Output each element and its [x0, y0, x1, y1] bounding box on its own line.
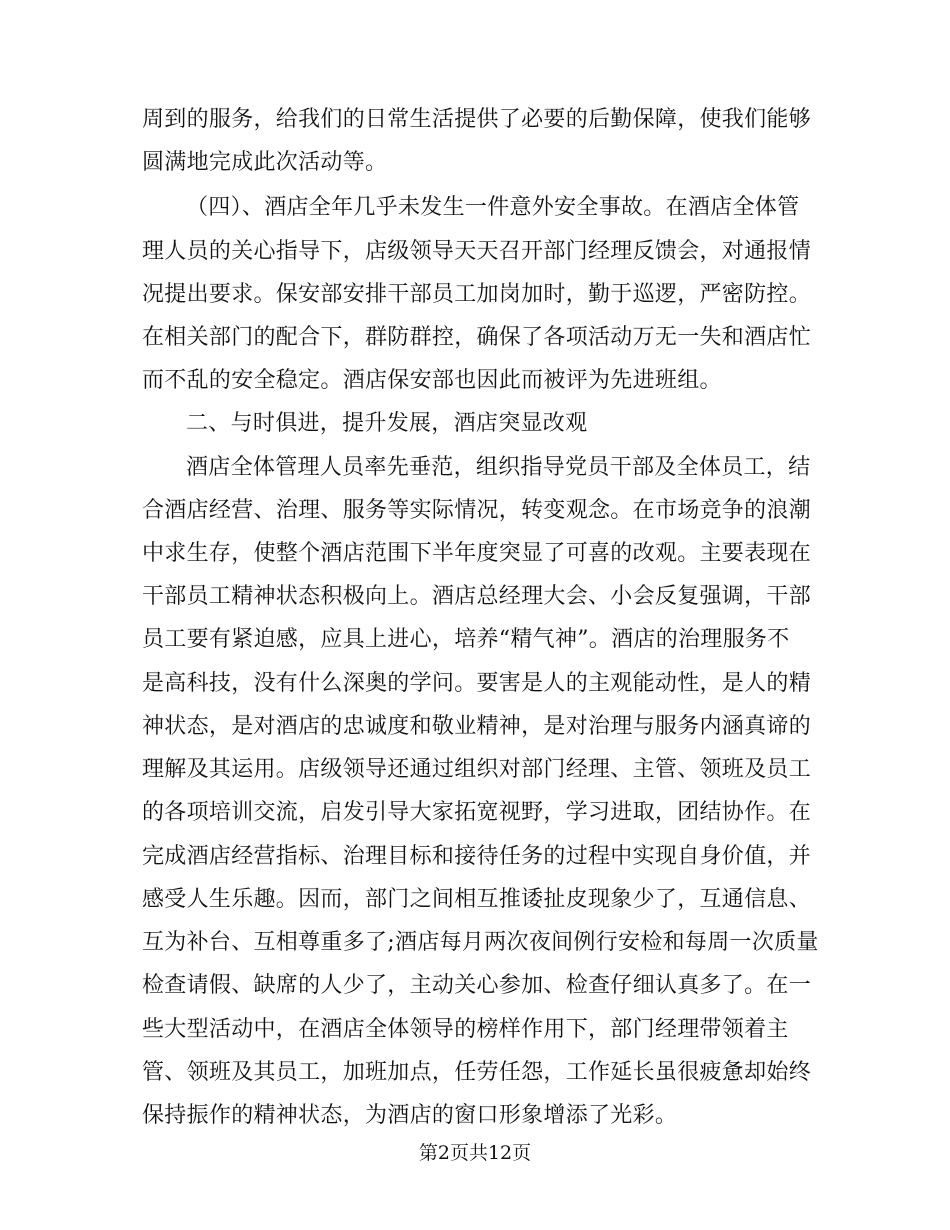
paragraph-line: 些大型活动中，在酒店全体领导的榜样作用下，部门经理带领着主	[142, 1017, 789, 1042]
paragraph-line: 的各项培训交流，启发引导大家拓宽视野，学习进取，团结协作。在	[142, 800, 812, 825]
paragraph-line: 中求生存，使整个酒店范围下半年度突显了可喜的改观。主要表现在	[142, 541, 812, 566]
section-heading: 二、与时俱进，提升发展，酒店突显改观	[186, 411, 588, 436]
paragraph-line: 完成酒店经营指标、治理目标和接待任务的过程中实现自身价值，并	[142, 844, 812, 869]
page-number: 第2页共12页	[418, 1142, 532, 1164]
paragraph-line: （四）、酒店全年几乎未发生一件意外安全事故。在酒店全体管	[186, 195, 800, 220]
paragraph-line: 理人员的关心指导下，店级领导天天召开部门经理反馈会，对通报情	[142, 239, 812, 264]
paragraph-line: 周到的服务，给我们的日常生活提供了必要的后勤保障，使我们能够	[142, 107, 812, 132]
paragraph-line: 圆满地完成此次活动等。	[142, 150, 388, 175]
paragraph-line: 神状态，是对酒店的忠诚度和敬业精神，是对治理与服务内涵真谛的	[142, 714, 812, 739]
paragraph-line: 在相关部门的配合下，群防群控，确保了各项活动万无一失和酒店忙	[142, 325, 812, 350]
paragraph-line: 况提出要求。保安部安排干部员工加岗加时，勤于巡逻，严密防控。	[142, 282, 812, 307]
paragraph-line: 合酒店经营、治理、服务等实际情况，转变观念。在市场竞争的浪潮	[142, 498, 812, 523]
paragraph-line: 感受人生乐趣。因而，部门之间相互推诿扯皮现象少了，互通信息、	[142, 887, 812, 912]
paragraph-line: 管、领班及其员工，加班加点，任劳任怨，工作延长虽很疲惫却始终	[142, 1060, 812, 1085]
paragraph-line: 互为补台、互相尊重多了;酒店每月两次夜间例行安检和每周一次质量	[142, 930, 819, 955]
paragraph-line: 保持振作的精神状态，为酒店的窗口形象增添了光彩。	[142, 1103, 678, 1128]
paragraph-line: 干部员工精神状态积极向上。酒店总经理大会、小会反复强调，干部	[142, 584, 812, 609]
paragraph-line: 员工要有紧迫感，应具上进心，培养“精气神”。酒店的治理服务不	[142, 627, 790, 652]
paragraph-line: 检查请假、缺席的人少了，主动关心参加、检查仔细认真多了。在一	[142, 973, 812, 998]
paragraph-line: 酒店全体管理人员率先垂范，组织指导党员干部及全体员工，结	[186, 455, 811, 480]
paragraph-line: 而不乱的安全稳定。酒店保安部也因此而被评为先进班组。	[142, 368, 722, 393]
paragraph-line: 理解及其运用。店级领导还通过组织对部门经理、主管、领班及员工	[142, 757, 812, 782]
paragraph-line: 是高科技，没有什么深奥的学问。要害是人的主观能动性，是人的精	[142, 671, 812, 696]
